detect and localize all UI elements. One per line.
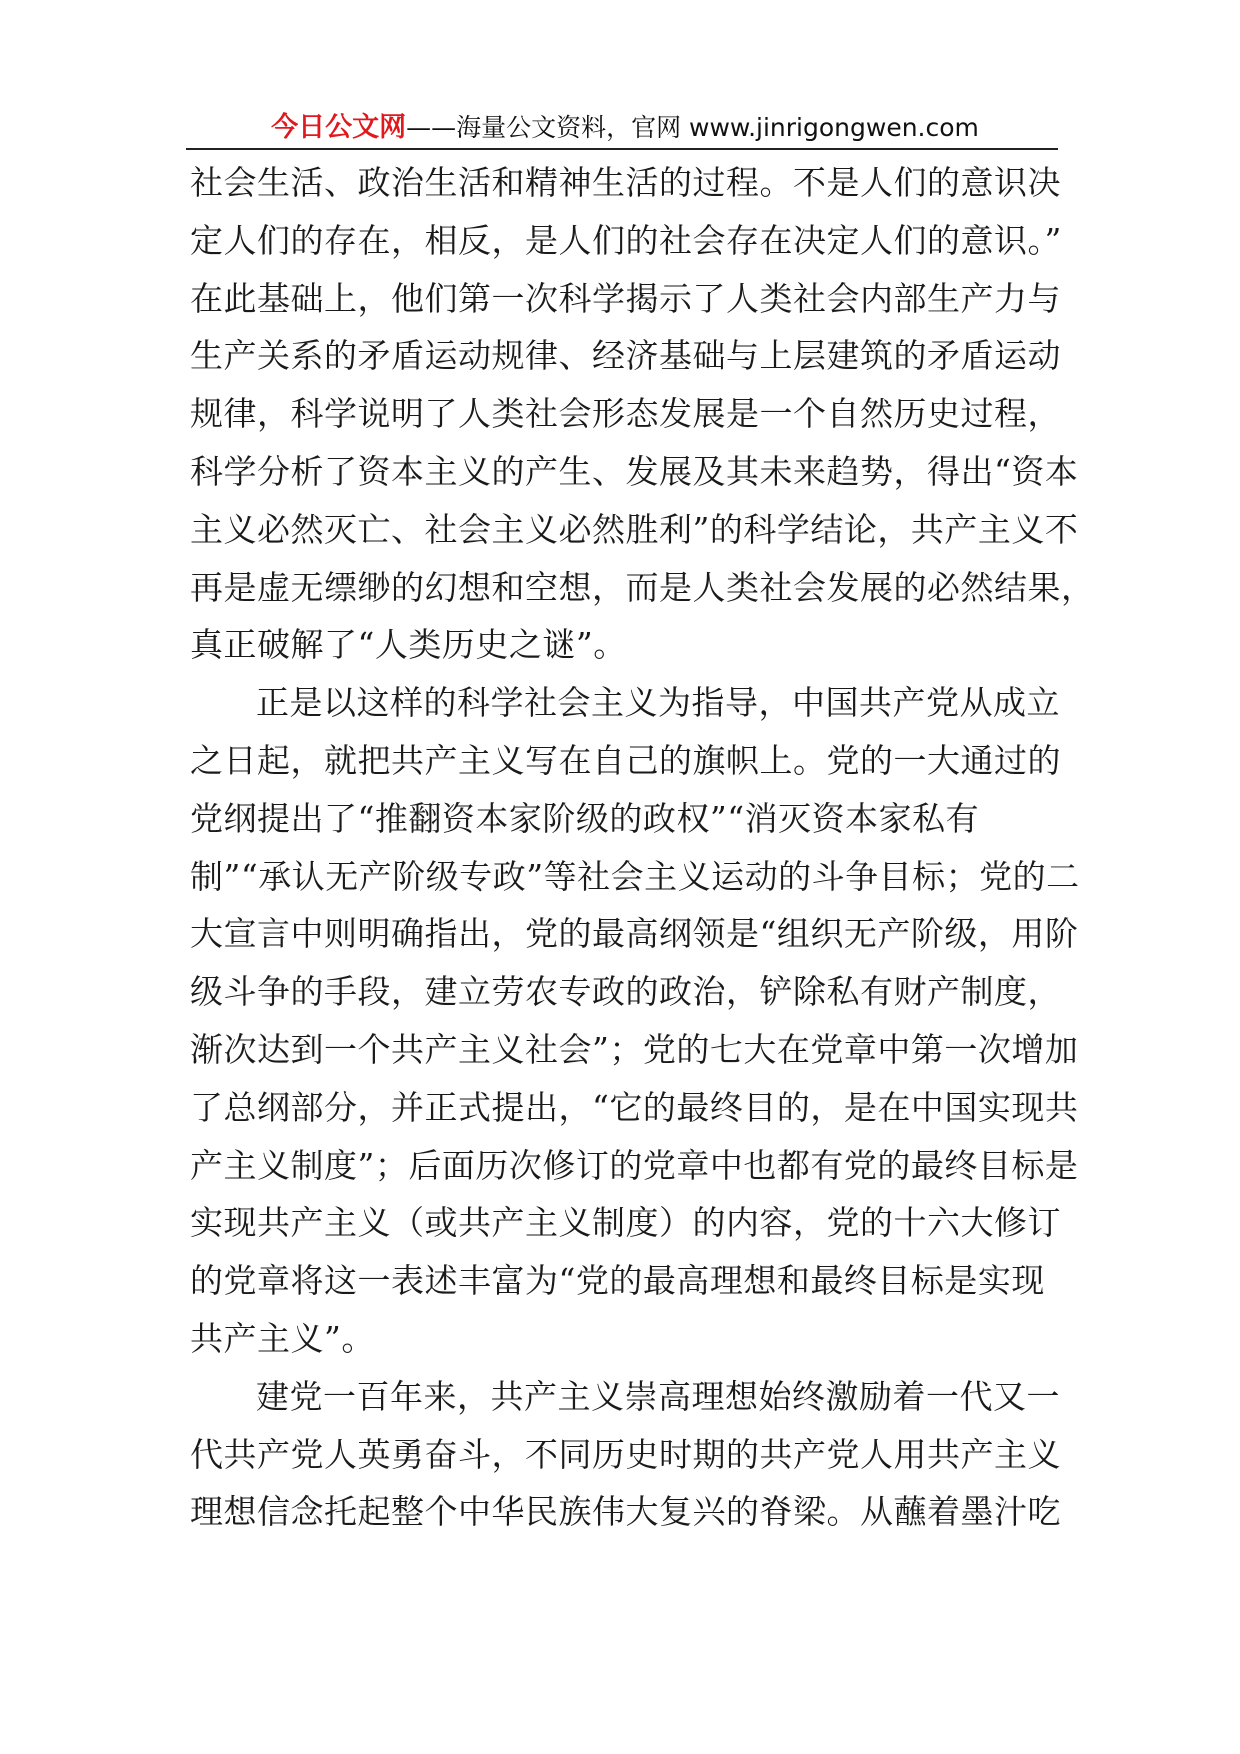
text-line: 之日起，就把共产主义写在自己的旗帜上。党的一大通过的 xyxy=(190,740,1061,780)
text-line: 生产关系的矛盾运动规律、经济基础与上层建筑的矛盾运动 xyxy=(190,336,1061,376)
text-line: 在此基础上，他们第一次科学揭示了人类社会内部生产力与 xyxy=(190,278,1061,318)
text-line: 的党章将这一表述丰富为“党的最高理想和最终目标是实现 xyxy=(190,1261,1045,1301)
text-line: 级斗争的手段，建立劳农专政的政治，铲除私有财产制度， xyxy=(190,972,1061,1012)
text-line: 科学分析了资本主义的产生、发展及其未来趋势，得出“资本 xyxy=(190,451,1079,491)
page-header xyxy=(190,108,1060,148)
text-line: 定人们的存在，相反，是人们的社会存在决定人们的意识。” xyxy=(190,220,1062,260)
text-line: 理想信念托起整个中华民族伟大复兴的脊梁。从蘸着墨汁吃 xyxy=(190,1492,1061,1532)
header-tagline: ——海量公文资料，官网 www.jinrigongwen.com xyxy=(406,113,979,142)
text-line: 党纲提出了“推翻资本家阶级的政权”“消灭资本家私有 xyxy=(190,798,980,838)
text-line: 正是以这样的科学社会主义为指导，中国共产党从成立 xyxy=(256,683,1060,723)
text-line: 产主义制度”；后面历次修订的党章中也都有党的最终目标是 xyxy=(190,1145,1079,1185)
header-brand: 今日公文网 xyxy=(271,112,407,143)
text-line: 大宣言中则明确指出，党的最高纲领是“组织无产阶级，用阶 xyxy=(190,914,1079,954)
document-body xyxy=(190,154,1095,1541)
text-line: 渐次达到一个共产主义社会”；党的七大在党章中第一次增加 xyxy=(190,1029,1079,1069)
text-line: 建党一百年来，共产主义崇高理想始终激励着一代又一 xyxy=(256,1376,1060,1416)
text-line: 了总纲部分，并正式提出，“它的最终目的，是在中国实现共 xyxy=(190,1087,1079,1127)
text-line: 规律，科学说明了人类社会形态发展是一个自然历史过程， xyxy=(190,394,1061,434)
header-divider xyxy=(186,148,1058,150)
text-line: 再是虚无缥缈的幻想和空想，而是人类社会发展的必然结果， xyxy=(190,567,1095,607)
text-line: 实现共产主义（或共产主义制度）的内容，党的十六大修订 xyxy=(190,1203,1061,1243)
text-line: 共产主义”。 xyxy=(190,1318,375,1358)
text-line: 真正破解了“人类历史之谜”。 xyxy=(190,625,627,665)
text-line: 社会生活、政治生活和精神生活的过程。不是人们的意识决 xyxy=(190,163,1061,202)
text-line: 制”“承认无产阶级专政”等社会主义运动的斗争目标；党的二 xyxy=(190,856,1080,896)
text-line: 代共产党人英勇奋斗，不同历史时期的共产党人用共产主义 xyxy=(190,1434,1061,1474)
text-line: 主义必然灭亡、社会主义必然胜利”的科学结论，共产主义不 xyxy=(190,509,1079,549)
